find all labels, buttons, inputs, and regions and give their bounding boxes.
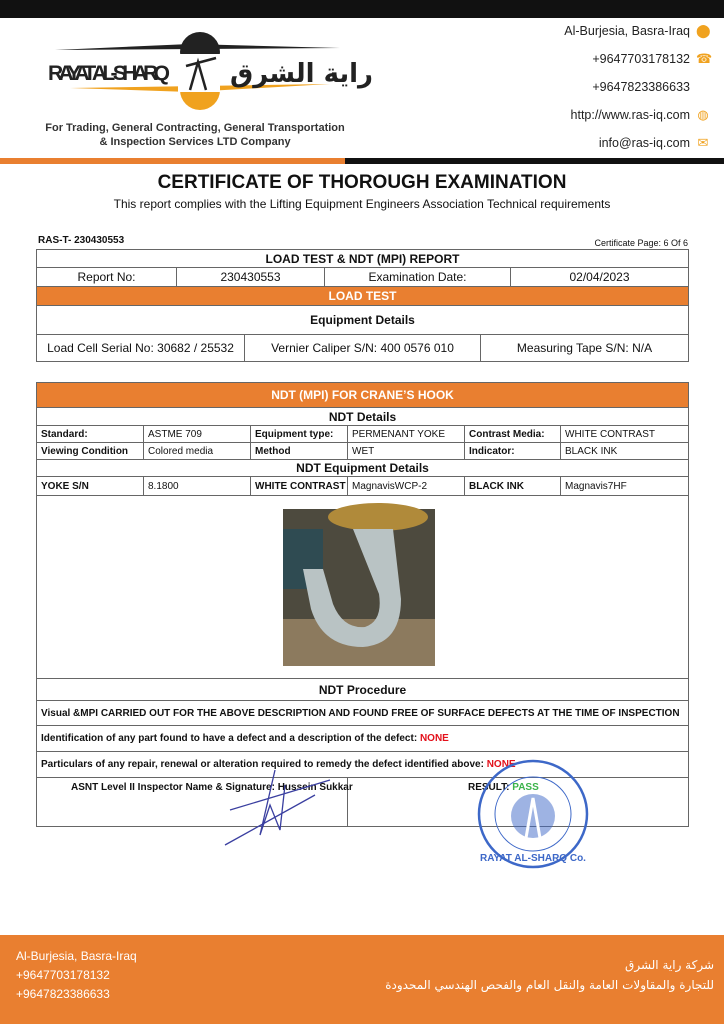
visual-mpi-statement: Visual &MPI CARRIED OUT FOR THE ABOVE DESCRIPTION AND FOUND FREE OF SURFACE DEFECTS AT THE TIME OF INSPECTION <box>37 701 689 726</box>
report-no: 230430553 <box>177 268 325 287</box>
footer-arabic-line-1: شركة راية الشرق <box>625 958 714 972</box>
examination-date: 02/04/2023 <box>511 268 689 287</box>
standard-label: Standard: <box>37 426 144 443</box>
svg-text:RAYAT AL-SHARQ Co.: RAYAT AL-SHARQ Co. <box>480 853 586 864</box>
header-rule-orange <box>0 158 345 164</box>
svg-text:راية الشرق: راية الشرق <box>230 59 374 89</box>
envelope-icon: ✉ <box>697 135 709 150</box>
contact-website[interactable] <box>571 108 710 122</box>
date-label: Examination Date: <box>325 268 511 287</box>
ndt-equipment-heading: NDT Equipment Details <box>37 460 689 477</box>
page-subtitle: This report complies with the Lifting Equipment Engineers Association Technical requirements <box>113 197 611 211</box>
report-no-label: Report No: <box>37 268 177 287</box>
viewing-condition-label: Viewing Condition <box>37 443 144 460</box>
result-label: RESULT: <box>468 782 513 793</box>
black-ink-value: Magnavis7HF <box>561 477 689 496</box>
method-label: Method <box>251 443 348 460</box>
identification-value: NONE <box>419 733 449 744</box>
ndt-details-heading: NDT Details <box>37 408 689 426</box>
contact-email[interactable] <box>599 136 710 150</box>
contact-address <box>564 24 710 38</box>
contact-phone-2 <box>592 80 690 94</box>
inspector-signature <box>220 765 340 850</box>
particulars-label: Particulars of any repair, renewal or alteration required to remedy the defect identified above: <box>41 759 487 770</box>
page-title: CERTIFICATE OF THOROUGH EXAMINATION <box>157 172 567 193</box>
globe-icon: ◍ <box>697 107 709 122</box>
equipment-type-value: PERMENANT YOKE <box>348 426 465 443</box>
standard-value: ASTME 709 <box>144 426 251 443</box>
identification-label: Identification of any part found to have a defect and a description of the defect: <box>41 733 420 744</box>
crane-hook-photo <box>283 509 435 666</box>
top-bar <box>0 0 724 18</box>
footer-address: Al-Burjesia, Basra-Iraq <box>16 949 137 963</box>
header-rule-black <box>345 158 724 164</box>
particulars-value: NONE <box>486 759 516 770</box>
report-heading: LOAD TEST & NDT (MPI) REPORT <box>37 250 689 268</box>
contact-text: Al-Burjesia, Basra-Iraq <box>564 24 690 38</box>
white-contrast-label: WHITE CONTRAST <box>251 477 348 496</box>
contrast-media-label: Contrast Media: <box>465 426 561 443</box>
location-pin-icon: ⬤ <box>696 23 711 38</box>
method-value: WET <box>348 443 465 460</box>
footer <box>0 935 724 1024</box>
measuring-tape-serial: Measuring Tape S/N: N/A <box>516 341 653 355</box>
tagline-line-2: & Inspection Services LTD Company <box>99 136 291 148</box>
certificate-page: Certificate Page: 6 Of 6 <box>594 238 688 248</box>
company-stamp <box>476 758 590 870</box>
contact-phone-1 <box>592 51 713 66</box>
ndt-heading: NDT (MPI) FOR CRANE’S HOOK <box>37 383 689 408</box>
ndt-procedure-heading: NDT Procedure <box>37 679 689 701</box>
vernier-caliper-serial: Vernier Caliper S/N: 400 0576 010 <box>245 335 481 361</box>
svg-text:RAYAT AL-SHARQ: RAYAT AL-SHARQ <box>48 62 170 85</box>
contact-text: +9647823386633 <box>592 80 690 94</box>
company-logo <box>40 22 374 117</box>
tagline-line-1: For Trading, General Contracting, General Transportation <box>45 122 345 134</box>
equipment-type-label: Equipment type: <box>251 426 348 443</box>
footer-contact <box>16 947 137 1004</box>
ndt-table <box>36 382 689 827</box>
viewing-condition-value: Colored media <box>144 443 251 460</box>
inspector-name: ASNT Level II Inspector Name & Signature: Hussein Sukkar <box>71 782 353 793</box>
reference-number: RAS-T- 230430553 <box>38 235 125 246</box>
contact-text: +9647703178132 <box>592 52 690 66</box>
load-cell-serial: Load Cell Serial No: 30682 / 25532 <box>37 335 245 361</box>
yoke-sn-value: 8.1800 <box>144 477 251 496</box>
contact-text[interactable]: http://www.ras-iq.com <box>570 108 690 122</box>
result-value: PASS <box>512 782 539 793</box>
black-ink-label: BLACK INK <box>465 477 561 496</box>
footer-arabic <box>385 955 714 995</box>
white-contrast-value: MagnavisWCP-2 <box>348 477 465 496</box>
load-test-heading: LOAD TEST <box>37 287 689 306</box>
footer-phone-2: +9647823386633 <box>16 987 110 1001</box>
yoke-sn-label: YOKE S/N <box>37 477 144 496</box>
load-test-table <box>36 249 689 362</box>
indicator-value: BLACK INK <box>561 443 689 460</box>
equipment-details-heading: Equipment Details <box>37 306 689 335</box>
indicator-label: Indicator: <box>465 443 561 460</box>
phone-icon: ☎ <box>696 51 713 66</box>
footer-arabic-line-2: للتجارة والمقاولات العامة والنقل العام والفحص الهندسي المحدودة <box>385 978 714 992</box>
contrast-media-value: WHITE CONTRAST <box>561 426 689 443</box>
footer-phone-1: +9647703178132 <box>16 968 110 982</box>
contact-text[interactable]: info@ras-iq.com <box>598 136 690 150</box>
